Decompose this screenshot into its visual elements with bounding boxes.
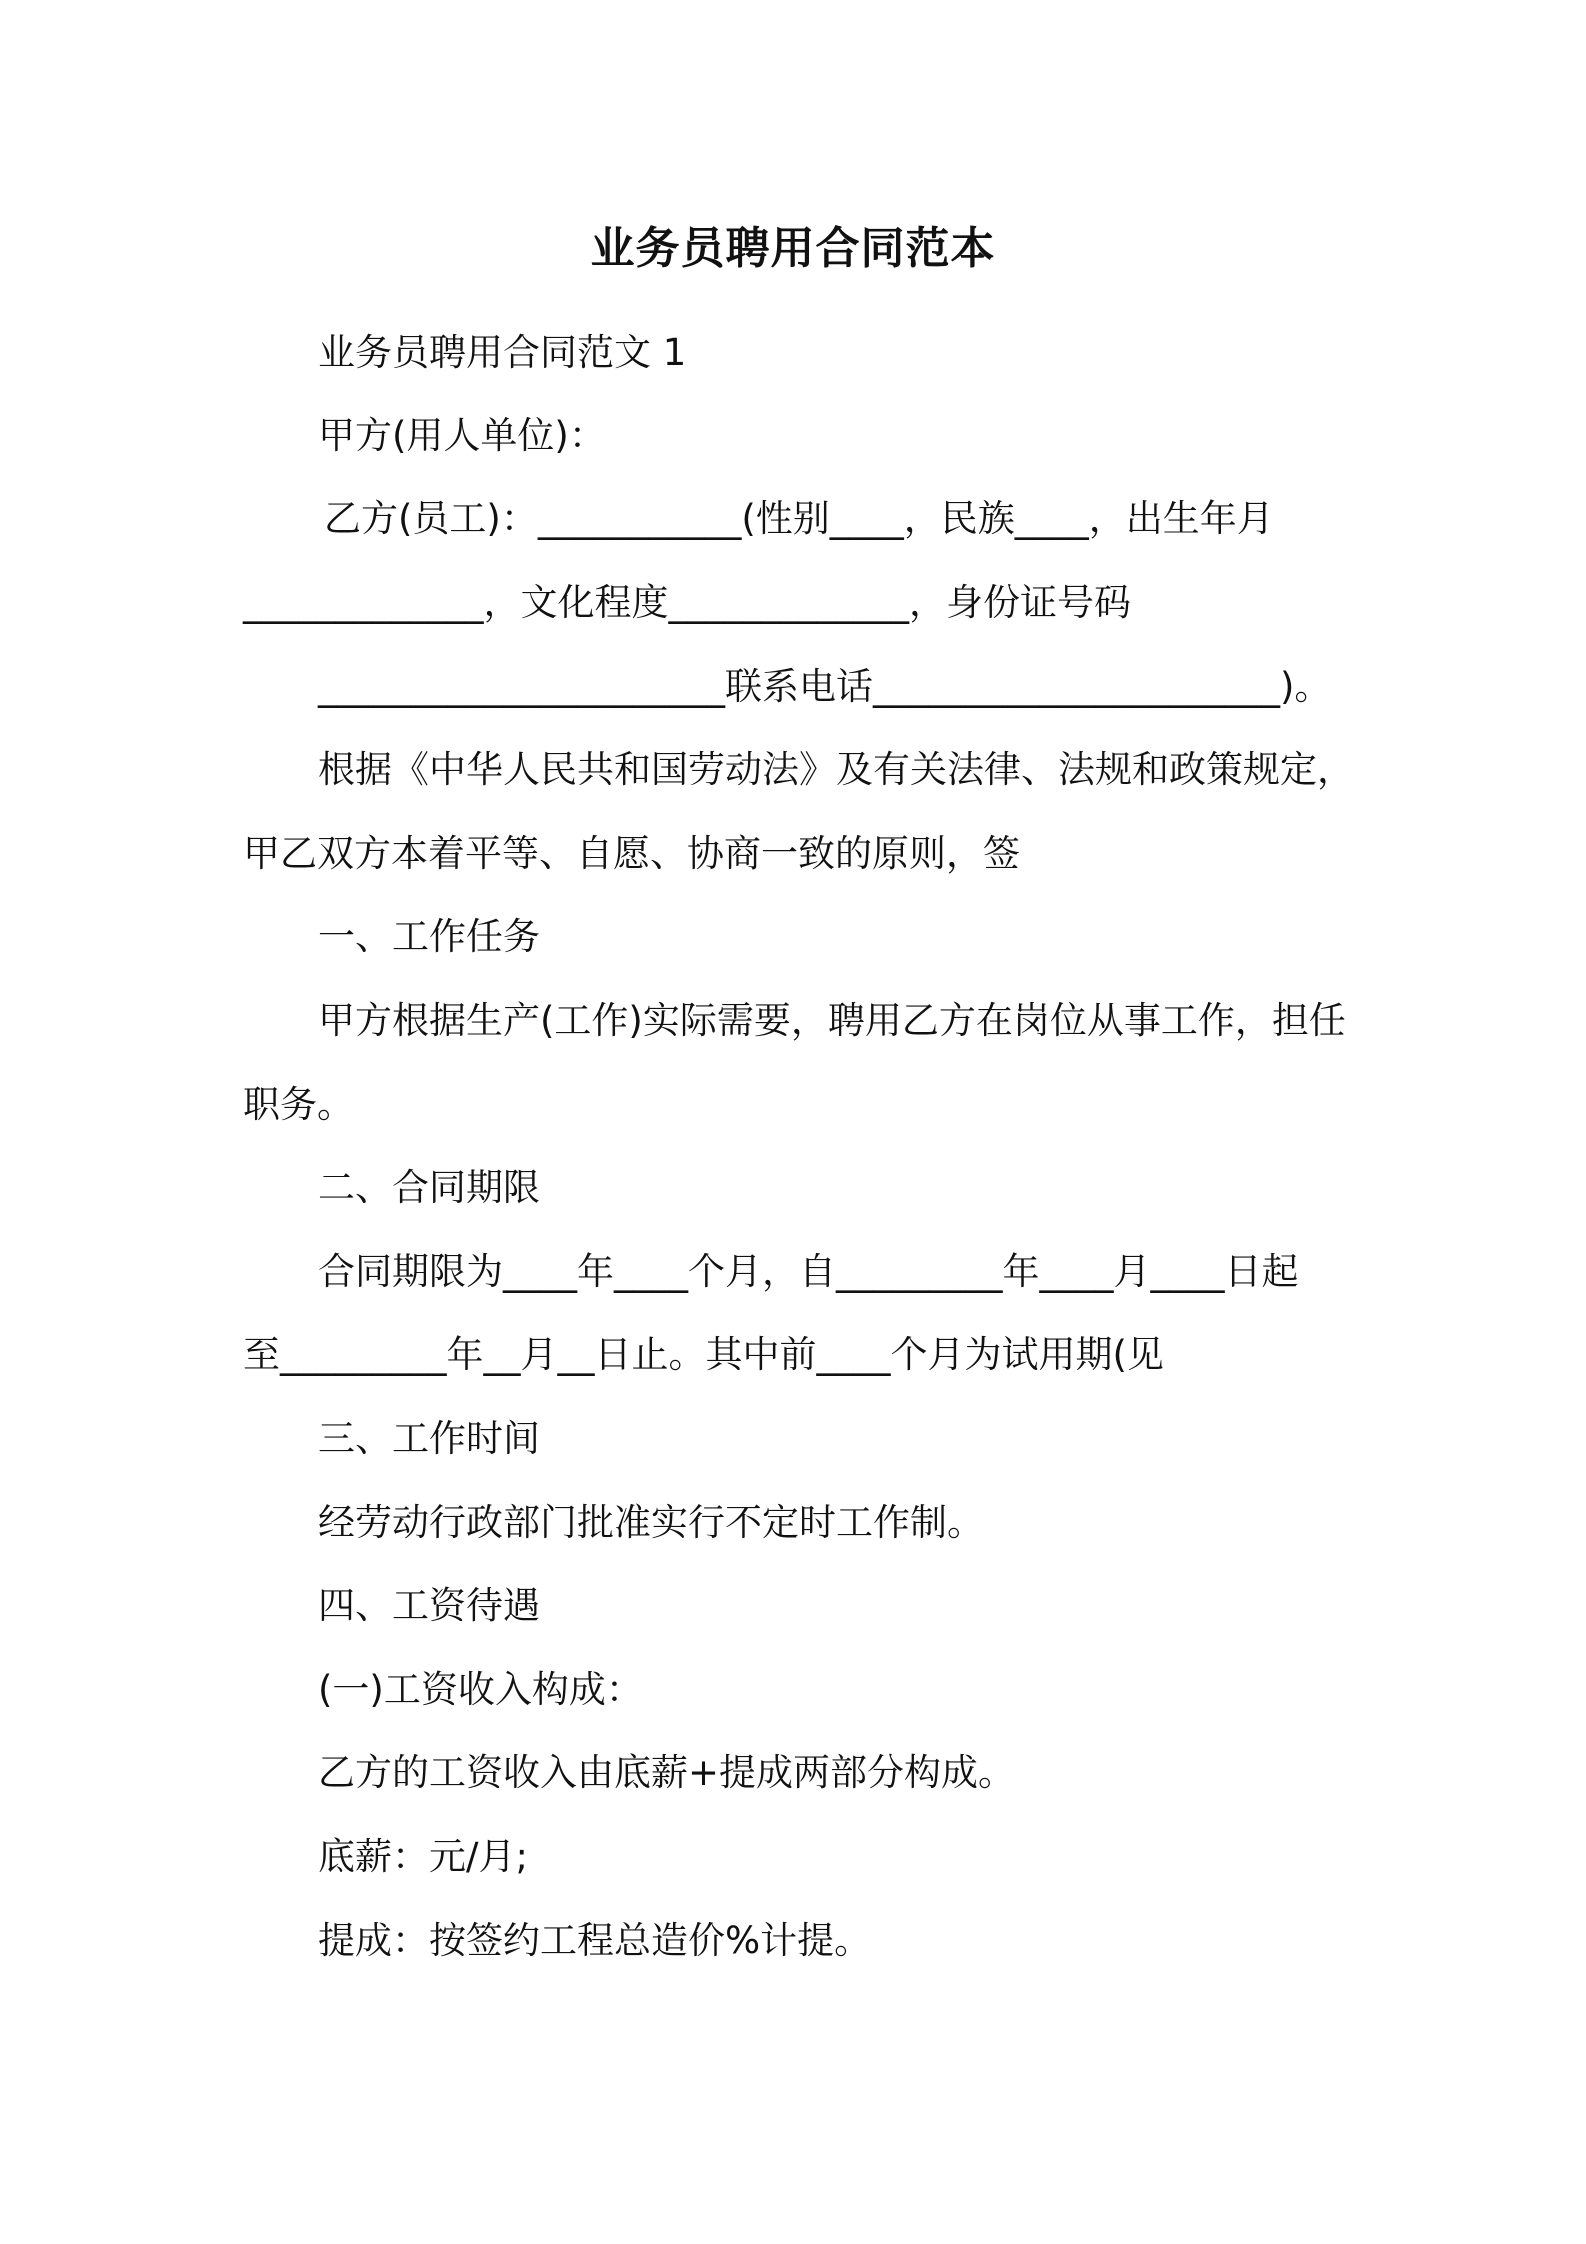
text-line: ______________________联系电话______________________)。 xyxy=(318,665,1332,708)
text-line: 经劳动行政部门批准实行不定时工作制。 xyxy=(318,1501,984,1544)
section-heading: 二、合同期限 xyxy=(318,1166,540,1209)
document-title: 业务员聘用合同范本 xyxy=(590,223,996,274)
text-line: 乙方的工资收入由底薪+提成两部分构成。 xyxy=(318,1751,1016,1794)
text-line: 甲方(用人单位)： xyxy=(318,414,606,457)
section-heading: 一、工作任务 xyxy=(318,915,540,958)
text-line: 甲乙双方本着平等、自愿、协商一致的原则，签 xyxy=(243,832,1020,875)
text-line: (一)工资收入构成： xyxy=(318,1668,643,1711)
section-heading: 四、工资待遇 xyxy=(318,1584,540,1627)
text-line: 乙方(员工)：___________(性别____，民族____，出生年月 xyxy=(324,497,1274,540)
text-line: 业务员聘用合同范文 1 xyxy=(318,331,687,374)
text-line: _____________，文化程度_____________，身份证号码 xyxy=(243,581,1131,624)
section-heading: 三、工作时间 xyxy=(318,1417,540,1460)
text-line: 至_________年__月__日止。其中前____个月为试用期(见 xyxy=(243,1333,1164,1376)
text-line: 底薪：元/月; xyxy=(318,1835,528,1878)
text-line: 提成：按签约工程总造价%计提。 xyxy=(318,1919,872,1962)
text-line: 职务。 xyxy=(243,1083,354,1126)
text-line: 根据《中华人民共和国劳动法》及有关法律、法规和政策规定， xyxy=(318,748,1354,791)
text-line: 合同期限为____年____个月，自_________年____月____日起 xyxy=(318,1250,1299,1293)
text-line: 甲方根据生产(工作)实际需要，聘用乙方在岗位从事工作，担任 xyxy=(318,999,1346,1042)
